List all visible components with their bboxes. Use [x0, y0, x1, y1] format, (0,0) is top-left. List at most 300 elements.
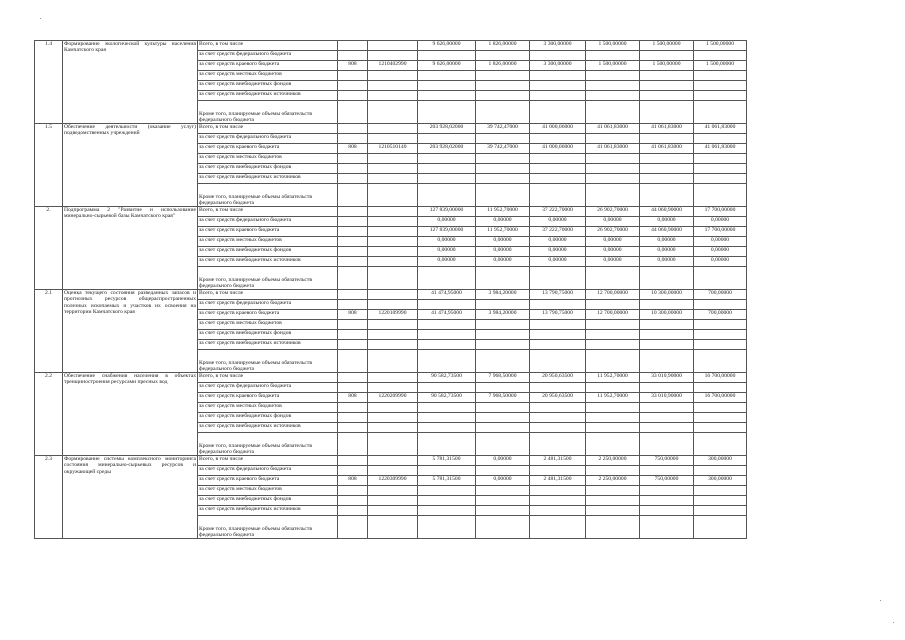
budget-table: [34, 40, 747, 539]
table-row: [35, 290, 747, 300]
amount-cell: 39 742,47000: [476, 144, 530, 154]
amount-cell: [418, 413, 476, 423]
amount-cell: 0,00000: [418, 237, 476, 247]
amount-cell: 0,00000: [530, 237, 586, 247]
ministry-code: [338, 383, 368, 393]
amount-cell: [418, 486, 476, 496]
amount-cell: 41 061,83000: [586, 124, 640, 134]
amount-cell: [586, 433, 640, 456]
amount-cell: 300,00000: [694, 476, 747, 486]
funding-source: Всего, в том числе: [198, 456, 338, 466]
ministry-code: 808: [338, 393, 368, 403]
amount-cell: [530, 51, 586, 61]
amount-cell: [640, 164, 694, 174]
amount-cell: [530, 267, 586, 290]
amount-cell: [640, 340, 694, 350]
ministry-code: [338, 174, 368, 184]
table-row: [35, 124, 747, 134]
amount-cell: 2 481,31500: [530, 456, 586, 466]
amount-cell: [476, 51, 530, 61]
funding-source: Кроме того, планируемые объемы обязательств федерального бюджета: [198, 350, 338, 373]
amount-cell: [476, 433, 530, 456]
amount-cell: [476, 81, 530, 91]
amount-cell: [694, 496, 747, 506]
amount-cell: [530, 71, 586, 81]
ministry-code: [338, 506, 368, 516]
item-number: 1.5: [35, 124, 63, 207]
ministry-code: 808: [338, 476, 368, 486]
amount-cell: [418, 164, 476, 174]
amount-cell: 1 826,00000: [476, 41, 530, 51]
funding-source: за счет средств местных бюджетов: [198, 237, 338, 247]
budget-code: [368, 41, 418, 51]
amount-cell: [418, 300, 476, 310]
amount-cell: 20 950,63500: [530, 393, 586, 403]
ministry-code: [338, 373, 368, 383]
ministry-code: 808: [338, 144, 368, 154]
amount-cell: [418, 101, 476, 124]
funding-source: за счет средств внебюджетных фондов: [198, 330, 338, 340]
amount-cell: [476, 516, 530, 539]
amount-cell: [476, 506, 530, 516]
amount-cell: 11 952,70000: [586, 393, 640, 403]
ministry-code: [338, 164, 368, 174]
amount-cell: [530, 340, 586, 350]
amount-cell: [694, 403, 747, 413]
amount-cell: [586, 101, 640, 124]
budget-code: [368, 207, 418, 217]
amount-cell: [640, 134, 694, 144]
ministry-code: [338, 350, 368, 373]
amount-cell: 20 950,63500: [530, 373, 586, 383]
amount-cell: 750,00000: [640, 476, 694, 486]
amount-cell: [476, 403, 530, 413]
amount-cell: 0,00000: [694, 237, 747, 247]
budget-code: [368, 290, 418, 300]
ministry-code: [338, 207, 368, 217]
amount-cell: [694, 486, 747, 496]
amount-cell: 41 061,83000: [694, 144, 747, 154]
amount-cell: [418, 383, 476, 393]
amount-cell: [586, 350, 640, 373]
amount-cell: [476, 184, 530, 207]
amount-cell: [694, 320, 747, 330]
amount-cell: [418, 174, 476, 184]
amount-cell: 17 700,00000: [694, 227, 747, 237]
amount-cell: 41 061,83000: [640, 124, 694, 134]
funding-source: Кроме того, планируемые объемы обязательств федерального бюджета: [198, 184, 338, 207]
amount-cell: 3 984,20000: [476, 290, 530, 300]
amount-cell: [476, 340, 530, 350]
amount-cell: 0,00000: [694, 247, 747, 257]
amount-cell: [418, 330, 476, 340]
amount-cell: [476, 101, 530, 124]
funding-source: за счет средств внебюджетных источников: [198, 340, 338, 350]
budget-code: [368, 164, 418, 174]
ministry-code: [338, 466, 368, 476]
budget-code: [368, 383, 418, 393]
ministry-code: [338, 496, 368, 506]
amount-cell: 5 781,31500: [418, 456, 476, 466]
amount-cell: [530, 154, 586, 164]
amount-cell: 9 626,00000: [418, 41, 476, 51]
funding-source: за счет средств внебюджетных источников: [198, 423, 338, 433]
amount-cell: 12 700,00000: [586, 290, 640, 300]
amount-cell: 2 250,00000: [586, 456, 640, 466]
ministry-code: [338, 300, 368, 310]
ministry-code: [338, 184, 368, 207]
amount-cell: [530, 516, 586, 539]
amount-cell: 0,00000: [586, 217, 640, 227]
amount-cell: 0,00000: [530, 257, 586, 267]
amount-cell: [586, 403, 640, 413]
item-number: 1.4: [35, 41, 63, 124]
amount-cell: 11 952,70000: [586, 373, 640, 383]
amount-cell: [586, 330, 640, 340]
amount-cell: [640, 184, 694, 207]
budget-code: [368, 340, 418, 350]
amount-cell: 700,00000: [694, 290, 747, 300]
budget-code: [368, 320, 418, 330]
amount-cell: 41 061,83000: [640, 144, 694, 154]
amount-cell: [586, 516, 640, 539]
amount-cell: [586, 71, 640, 81]
amount-cell: [694, 91, 747, 101]
funding-source: за счет средств внебюджетных фондов: [198, 81, 338, 91]
amount-cell: [530, 320, 586, 330]
ministry-code: [338, 433, 368, 456]
amount-cell: 0,00000: [640, 247, 694, 257]
budget-code: [368, 71, 418, 81]
item-name: Формирование экологической культуры населения Камчатского края: [63, 41, 198, 124]
amount-cell: [640, 383, 694, 393]
amount-cell: [476, 267, 530, 290]
item-number: 2.: [35, 207, 63, 290]
budget-code: [368, 506, 418, 516]
amount-cell: [476, 300, 530, 310]
amount-cell: [586, 320, 640, 330]
amount-cell: [418, 267, 476, 290]
amount-cell: [418, 466, 476, 476]
amount-cell: [694, 350, 747, 373]
funding-source: за счет средств краевого бюджета: [198, 393, 338, 403]
ministry-code: [338, 237, 368, 247]
amount-cell: 33 010,90000: [640, 393, 694, 403]
amount-cell: [530, 174, 586, 184]
funding-source: за счет средств краевого бюджета: [198, 310, 338, 320]
amount-cell: 26 902,70000: [586, 227, 640, 237]
amount-cell: [694, 506, 747, 516]
amount-cell: [694, 51, 747, 61]
budget-code: [368, 433, 418, 456]
amount-cell: [476, 174, 530, 184]
amount-cell: 750,00000: [640, 456, 694, 466]
amount-cell: [586, 184, 640, 207]
amount-cell: [476, 320, 530, 330]
amount-cell: 16 700,00000: [694, 393, 747, 403]
amount-cell: [530, 403, 586, 413]
funding-source: Всего, в том числе: [198, 41, 338, 51]
ministry-code: [338, 330, 368, 340]
amount-cell: 41 061,83000: [586, 144, 640, 154]
amount-cell: [640, 51, 694, 61]
scan-speck: [880, 600, 881, 601]
amount-cell: [476, 164, 530, 174]
amount-cell: 39 742,47000: [476, 124, 530, 134]
amount-cell: 1 500,00000: [694, 41, 747, 51]
budget-code: [368, 257, 418, 267]
funding-source: за счет средств внебюджетных фондов: [198, 496, 338, 506]
amount-cell: [418, 433, 476, 456]
amount-cell: [640, 486, 694, 496]
amount-cell: [586, 51, 640, 61]
amount-cell: [640, 330, 694, 340]
amount-cell: 0,00000: [418, 257, 476, 267]
ministry-code: [338, 81, 368, 91]
amount-cell: [694, 433, 747, 456]
amount-cell: [418, 184, 476, 207]
amount-cell: [476, 154, 530, 164]
amount-cell: [418, 516, 476, 539]
amount-cell: 700,00000: [694, 310, 747, 320]
ministry-code: [338, 71, 368, 81]
funding-source: Кроме того, планируемые объемы обязательств федерального бюджета: [198, 433, 338, 456]
amount-cell: [640, 403, 694, 413]
amount-cell: 2 250,00000: [586, 476, 640, 486]
amount-cell: 0,00000: [586, 237, 640, 247]
funding-source: Кроме того, планируемые объемы обязательств федерального бюджета: [198, 101, 338, 124]
amount-cell: 0,00000: [586, 257, 640, 267]
amount-cell: [530, 383, 586, 393]
amount-cell: [694, 300, 747, 310]
amount-cell: [418, 91, 476, 101]
amount-cell: [586, 174, 640, 184]
ministry-code: 808: [338, 61, 368, 71]
budget-code: [368, 124, 418, 134]
amount-cell: [418, 51, 476, 61]
amount-cell: [694, 134, 747, 144]
budget-code: 1210510140: [368, 144, 418, 154]
amount-cell: 26 902,70000: [586, 207, 640, 217]
ministry-code: [338, 247, 368, 257]
budget-code: 1220109990: [368, 310, 418, 320]
table-row: [35, 207, 747, 217]
ministry-code: [338, 290, 368, 300]
amount-cell: [476, 350, 530, 373]
amount-cell: [530, 134, 586, 144]
budget-code: [368, 217, 418, 227]
amount-cell: [530, 101, 586, 124]
amount-cell: [418, 403, 476, 413]
amount-cell: 1 500,00000: [694, 61, 747, 71]
amount-cell: [586, 340, 640, 350]
amount-cell: 0,00000: [530, 247, 586, 257]
item-name: Формирование системы комплексного мониторинга состояния минерально-сырьевых ресурсов и окружающей среды: [63, 456, 198, 539]
amount-cell: 11 952,70000: [476, 227, 530, 237]
ministry-code: [338, 423, 368, 433]
budget-code: [368, 466, 418, 476]
amount-cell: [586, 496, 640, 506]
ministry-code: [338, 154, 368, 164]
amount-cell: 7 968,50000: [476, 373, 530, 383]
item-name: Обеспечение снабжения населения в объектах тренщиностроения ресурсами пресных вод: [63, 373, 198, 456]
ministry-code: [338, 227, 368, 237]
budget-table-body: [35, 41, 747, 539]
ministry-code: [338, 257, 368, 267]
ministry-code: [338, 124, 368, 134]
funding-source: за счет средств федерального бюджета: [198, 51, 338, 61]
amount-cell: 9 626,00000: [418, 61, 476, 71]
amount-cell: 41 000,06000: [530, 124, 586, 134]
amount-cell: [640, 413, 694, 423]
amount-cell: [418, 81, 476, 91]
amount-cell: [586, 91, 640, 101]
amount-cell: [640, 71, 694, 81]
amount-cell: [586, 466, 640, 476]
amount-cell: [640, 101, 694, 124]
amount-cell: [530, 350, 586, 373]
budget-code: [368, 91, 418, 101]
amount-cell: 1 826,00000: [476, 61, 530, 71]
amount-cell: [418, 154, 476, 164]
amount-cell: 13 790,75000: [530, 310, 586, 320]
amount-cell: [694, 164, 747, 174]
budget-code: [368, 486, 418, 496]
funding-source: за счет средств федерального бюджета: [198, 300, 338, 310]
amount-cell: 2 481,31500: [530, 476, 586, 486]
amount-cell: 37 222,70000: [530, 227, 586, 237]
amount-cell: 3 300,00000: [530, 61, 586, 71]
amount-cell: [640, 300, 694, 310]
amount-cell: [694, 174, 747, 184]
amount-cell: [476, 383, 530, 393]
budget-code: [368, 373, 418, 383]
amount-cell: 5 781,31500: [418, 476, 476, 486]
ministry-code: 808: [338, 310, 368, 320]
ministry-code: [338, 403, 368, 413]
amount-cell: 0,00000: [476, 247, 530, 257]
amount-cell: [476, 134, 530, 144]
table-row: [35, 373, 747, 383]
amount-cell: 0,00000: [476, 237, 530, 247]
budget-code: [368, 456, 418, 466]
amount-cell: [640, 154, 694, 164]
amount-cell: [640, 91, 694, 101]
amount-cell: [694, 466, 747, 476]
amount-cell: [418, 340, 476, 350]
amount-cell: [418, 320, 476, 330]
amount-cell: [530, 486, 586, 496]
amount-cell: [530, 506, 586, 516]
amount-cell: 300,00000: [694, 456, 747, 466]
amount-cell: 0,00000: [694, 217, 747, 227]
budget-code: [368, 154, 418, 164]
amount-cell: 0,00000: [640, 217, 694, 227]
amount-cell: [694, 154, 747, 164]
budget-code: [368, 81, 418, 91]
amount-cell: 7 968,50000: [476, 393, 530, 403]
amount-cell: 0,00000: [640, 257, 694, 267]
amount-cell: [694, 71, 747, 81]
amount-cell: [694, 81, 747, 91]
amount-cell: [694, 383, 747, 393]
budget-code: 1220209990: [368, 393, 418, 403]
amount-cell: [530, 433, 586, 456]
amount-cell: [640, 496, 694, 506]
budget-code: [368, 267, 418, 290]
budget-code: [368, 184, 418, 207]
amount-cell: 41 474,95000: [418, 310, 476, 320]
amount-cell: 0,00000: [418, 247, 476, 257]
amount-cell: 203 928,02000: [418, 144, 476, 154]
amount-cell: 0,00000: [476, 217, 530, 227]
amount-cell: [476, 423, 530, 433]
amount-cell: 0,00000: [694, 257, 747, 267]
ministry-code: [338, 51, 368, 61]
amount-cell: 0,00000: [418, 217, 476, 227]
amount-cell: 41 000,06000: [530, 144, 586, 154]
amount-cell: 10 300,00000: [640, 290, 694, 300]
ministry-code: [338, 41, 368, 51]
item-number: 2.1: [35, 290, 63, 373]
amount-cell: [530, 81, 586, 91]
amount-cell: 203 928,02000: [418, 124, 476, 134]
budget-code: [368, 227, 418, 237]
amount-cell: [586, 300, 640, 310]
budget-code: [368, 330, 418, 340]
amount-cell: 3 300,00000: [530, 41, 586, 51]
amount-cell: [694, 184, 747, 207]
funding-source: Всего, в том числе: [198, 290, 338, 300]
ministry-code: [338, 456, 368, 466]
table-row: [35, 41, 747, 51]
funding-source: за счет средств федерального бюджета: [198, 383, 338, 393]
ministry-code: [338, 101, 368, 124]
amount-cell: 13 790,75000: [530, 290, 586, 300]
ministry-code: [338, 413, 368, 423]
budget-code: [368, 174, 418, 184]
amount-cell: 33 010,90000: [640, 373, 694, 383]
amount-cell: [476, 413, 530, 423]
budget-code: [368, 413, 418, 423]
amount-cell: [586, 81, 640, 91]
budget-code: [368, 101, 418, 124]
amount-cell: [694, 413, 747, 423]
amount-cell: [640, 320, 694, 330]
amount-cell: 1 500,00000: [586, 61, 640, 71]
amount-cell: [530, 164, 586, 174]
amount-cell: 0,00000: [586, 247, 640, 257]
amount-cell: 37 222,70000: [530, 207, 586, 217]
funding-source: за счет средств местных бюджетов: [198, 403, 338, 413]
ministry-code: [338, 340, 368, 350]
amount-cell: 44 060,90000: [640, 227, 694, 237]
funding-source: Всего, в том числе: [198, 207, 338, 217]
amount-cell: [586, 267, 640, 290]
funding-source: за счет средств местных бюджетов: [198, 320, 338, 330]
amount-cell: [418, 496, 476, 506]
ministry-code: [338, 516, 368, 539]
amount-cell: [586, 134, 640, 144]
amount-cell: [476, 330, 530, 340]
funding-source: за счет средств внебюджетных источников: [198, 506, 338, 516]
funding-source: за счет средств внебюджетных источников: [198, 91, 338, 101]
amount-cell: [586, 164, 640, 174]
amount-cell: [418, 423, 476, 433]
amount-cell: 41 061,83000: [694, 124, 747, 134]
item-number: 2.2: [35, 373, 63, 456]
amount-cell: 127 839,00000: [418, 227, 476, 237]
